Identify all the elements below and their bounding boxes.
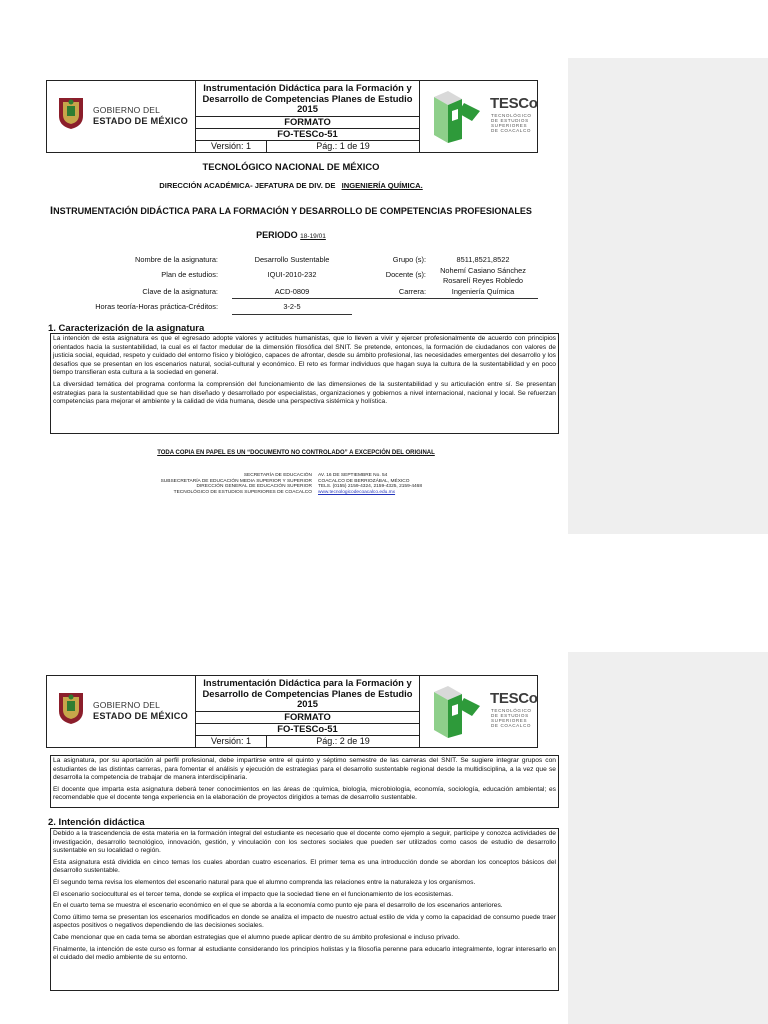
format-code: FO-TESCo-51 bbox=[196, 128, 419, 140]
section2-paragraph-4: El escenario sociocultural es el tercer tema, donde se explica el impacto que la sociedad tiene en el funcionamiento de los ecosistemas. bbox=[53, 890, 454, 898]
page-number: Pág.: 2 de 19 bbox=[316, 736, 370, 746]
version-label: Versión: 1 bbox=[196, 141, 267, 152]
division-name: INGENIERÍA QUÍMICA. bbox=[341, 181, 423, 190]
section2-paragraph-2: Esta asignatura está dividida en cinco temas los cuales abordan cuatro escenarios. El primer tema es una introducción donde se abordan los conceptos básicos del desarrollo sustentable. bbox=[53, 858, 556, 875]
institution-title: TECNOLÓGICO NACIONAL DE MÉXICO bbox=[202, 161, 380, 172]
section2-paragraph-6: Como último tema se presentan los escenarios modificados en donde se analiza el impacto de nuestro actual estilo de vida y como la capacidad de consumo puede traer aspectos positivos o negativos dependiendo de las decisiones sociales. bbox=[53, 913, 556, 930]
shield-icon bbox=[57, 691, 85, 725]
version-row bbox=[196, 735, 419, 747]
section2-paragraph-1: Debido a la trascendencia de esta materia en la formación integral del estudiante es necesario que el docente como ejemplo a seguir, participe y conozca actividades de investigación, desarrollo tecnológico, innovación, gestión, y vinculación con los sectores sociales que pueden ser utilizados como casos de estudio de desarrollo sustentable en su localidad o región. bbox=[53, 830, 556, 855]
section1-title: 1. Caracterización de la asignatura bbox=[48, 323, 205, 334]
gob-line2: ESTADO DE MÉXICO bbox=[93, 116, 188, 126]
section1-paragraph-2: La diversidad temática del programa conforma la comprensión del funcionamiento de las dimensiones de la sustentabilidad y su articulación entre sí. Se presentan estrategias para la sustentabilidad que se han diseñado y desarrollado por especialistas, organizaciones y gobiernos a nivel internacional, nacional y local. Se refuerzan competencias para mejorar el ambiente y la calidad de vida humana, desde una perspectiva sistémica y holística. bbox=[53, 380, 556, 406]
right-sidebar-panel bbox=[568, 58, 768, 534]
horas-divider bbox=[232, 314, 352, 315]
tesco-subtitle: TECNOLÓGICO DE ESTUDIOS SUPERIORES DE COACALCO bbox=[491, 708, 532, 728]
gobierno-logo bbox=[47, 676, 196, 747]
tesco-name: TESCo bbox=[490, 690, 538, 707]
docente-label: Docente (s): bbox=[385, 270, 426, 279]
address-right: AV. 16 DE SEPTIEMBRE No. 54 COACALCO DE BERRIOZÁBAL, MÉXICO TELS. (0155) 2159-4324, 2159-4325, 2159-4468 www.tecnologicodecoacalco.edu.mx bbox=[318, 473, 488, 495]
tesco-subtitle: TECNOLÓGICO DE ESTUDIOS SUPERIORES DE COACALCO bbox=[491, 113, 532, 133]
header-center bbox=[196, 81, 419, 152]
intro-paragraph-2: El docente que imparta esta asignatura deberá tener conocimientos en las áreas de :química, biología, microbiología, economía, sociología, educación ambiental; es recomendable que el docente tenga experiencia en la elaboración de proyectos dirigidos a temas de desarrollo sustentable. bbox=[53, 785, 556, 802]
formato-label: FORMATO bbox=[196, 116, 419, 128]
horas-label: Horas teoría-Horas práctica-Créditos: bbox=[95, 302, 218, 311]
version-label: Versión: 1 bbox=[196, 736, 267, 747]
tesco-mark-icon bbox=[428, 89, 486, 145]
nombre-value: Desarrollo Sustentable bbox=[254, 255, 330, 264]
page-number: Pág.: 1 de 19 bbox=[316, 141, 370, 151]
gob-line1: GOBIERNO DEL bbox=[93, 105, 161, 115]
grupo-label: Grupo (s): bbox=[392, 255, 426, 264]
right-sidebar-panel-2 bbox=[568, 652, 768, 1024]
section2-title: 2. Intención didáctica bbox=[48, 817, 145, 828]
tesco-mark-icon bbox=[428, 684, 486, 740]
carrera-label: Carrera: bbox=[398, 287, 426, 296]
section2-paragraph-5: En el cuarto tema se muestra el escenario económico en el que se aborda a la economía como punto eje para el desarrollo de los escenarios anteriores. bbox=[53, 902, 503, 910]
periodo-value: 18-19/01 bbox=[300, 233, 326, 240]
direction-text: DIRECCIÓN ACADÉMICA- JEFATURA DE DIV. DE bbox=[159, 181, 336, 190]
docente-value-2: Rosarelí Reyes Robledo bbox=[442, 276, 524, 285]
plan-label: Plan de estudios: bbox=[161, 270, 218, 279]
formato-label: FORMATO bbox=[196, 711, 419, 723]
version-row bbox=[196, 140, 419, 152]
document-header-page2 bbox=[46, 675, 538, 748]
info-divider bbox=[232, 298, 538, 299]
horas-value: 3-2-5 bbox=[283, 302, 301, 311]
section1-paragraph-1: La intención de esta asignatura es que el egresado adopte valores y actitudes humanistas, que lo lleven a vivir y ejercer profesionalmente de acuerdo con principios orientados hacia la sustentabilidad, la cual es el factor medular de la dimensión filosófica del SNIT. Se pretende, entonces, la formación de ciudadanos con valores de justicia social, equidad, respeto y cuidado del entorno físico y biológico, capaces de afrontar, desde su ámbito profesional, las necesidades emergentes del desarrollo y los desafíos que se presentan en los escenarios natural, social-cultural y económico. El reto es formar individuos que hagan suya la cultura de la sustentabilidad y en poco tiempo transfieran esta cultura a la sociedad en general. bbox=[53, 335, 556, 377]
carrera-value: Ingeniería Química bbox=[451, 287, 515, 296]
intro-box bbox=[50, 755, 559, 808]
periodo-label: PERIODO bbox=[256, 230, 298, 240]
docente-value-1: Nohemí Casiano Sánchez bbox=[440, 266, 526, 275]
periodo-line bbox=[46, 230, 536, 240]
plan-value: IQUI-2010-232 bbox=[267, 270, 317, 279]
tesco-name: TESCo bbox=[490, 95, 538, 112]
section1-box bbox=[50, 333, 559, 434]
clave-value: ACD-0809 bbox=[274, 287, 310, 296]
gob-line2: ESTADO DE MÉXICO bbox=[93, 711, 188, 721]
website-link[interactable]: www.tecnologicodecoacalco.edu.mx bbox=[318, 489, 396, 495]
intro-paragraph-1: La asignatura, por su aportación al perfil profesional, debe impartirse entre el quinto y séptimo semestre de las carreras del SNIT. Se sugiere integrar grupos con estudiantes de las distintas carreras, para fomentar el análisis y ejecución de estrategias para el desarrollo sustentable regional desde la multidisciplina, a la vez que se desarrolla la competencia de trabajar de manera interdisciplinaria. bbox=[53, 757, 556, 782]
section2-paragraph-7: Cabe mencionar que en cada tema se abordan estrategias que el alumno puede aplicar dentro de su ámbito profesional e incluso privado. bbox=[53, 933, 460, 941]
clave-label: Clave de la asignatura: bbox=[142, 287, 218, 296]
section2-box bbox=[50, 828, 559, 991]
shield-icon bbox=[57, 96, 85, 130]
header-title: Instrumentación Didáctica para la Formación y Desarrollo de Competencias Planes de Estudio 2015 bbox=[202, 677, 413, 710]
document-header bbox=[46, 80, 538, 153]
gobierno-logo bbox=[47, 81, 196, 152]
main-title: INSTRUMENTACIÓN DIDÁCTICA PARA LA FORMACIÓN Y DESARROLLO DE COMPETENCIAS PROFESIONALES bbox=[50, 205, 532, 217]
header-center bbox=[196, 676, 419, 747]
direction-line bbox=[46, 181, 536, 190]
grupo-value: 8511,8521,8522 bbox=[456, 255, 510, 264]
address-left: SECRETARÍA DE EDUCACIÓN SUBSECRETARÍA DE EDUCACIÓN MEDIA SUPERIOR Y SUPERIOR DIRECCIÓN GENERAL DE EDUCACIÓN SUPERIOR TECNOLÓGICO DE ESTUDIOS SUPERIORES DE COACALCO bbox=[160, 473, 312, 495]
section2-paragraph-8: Finalmente, la intención de este curso es formar al estudiante considerando los principios holistas y la filosofía perenne para educarlo integralmente, lograr interesarlo en el cuidado del medio ambiente de su entorno. bbox=[53, 945, 556, 962]
header-title: Instrumentación Didáctica para la Formación y Desarrollo de Competencias Planes de Estudio 2015 bbox=[202, 82, 413, 115]
tesco-logo bbox=[419, 676, 538, 747]
section2-paragraph-3: El segundo tema revisa los elementos del escenario natural para que el alumno comprenda las relaciones entre la naturaleza y los organismos. bbox=[53, 878, 476, 886]
copy-note: TODA COPIA EN PAPEL ES UN “DOCUMENTO NO CONTROLADO” A EXCEPCIÓN DEL ORIGINAL bbox=[157, 450, 435, 456]
tesco-logo bbox=[419, 81, 538, 152]
format-code: FO-TESCo-51 bbox=[196, 723, 419, 735]
gob-line1: GOBIERNO DEL bbox=[93, 700, 161, 710]
nombre-label: Nombre de la asignatura: bbox=[135, 255, 218, 264]
